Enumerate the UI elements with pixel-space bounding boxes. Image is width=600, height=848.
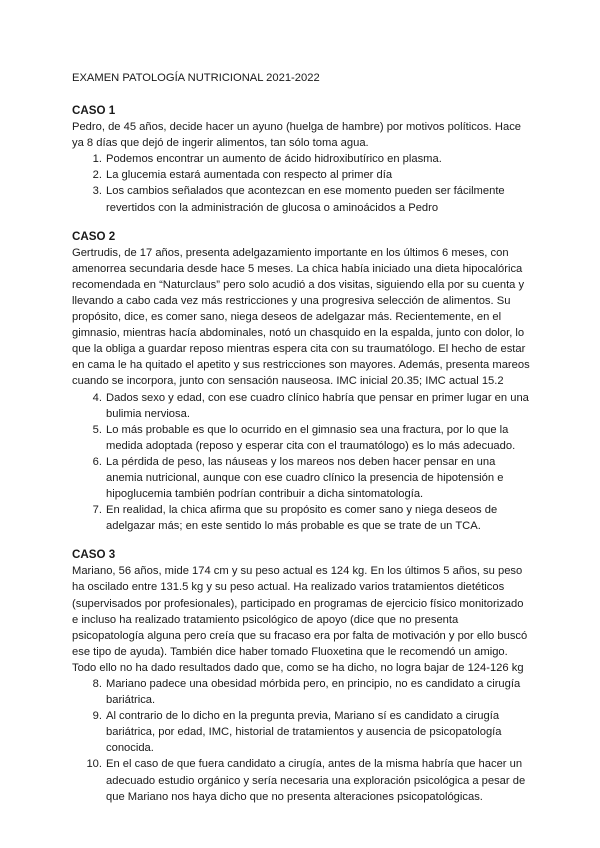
question-text: Dados sexo y edad, con ese cuadro clínico habría que pensar en primer lugar en una bulimia nerviosa. [106,391,529,420]
question-text: Podemos encontrar un aumento de ácido hidroxibutírico en plasma. [106,153,442,166]
question-list [72,676,530,805]
case-1 [72,103,530,216]
question-text: Los cambios señalados que acontezcan en ese momento pueden ser fácilmente revertidos con la administración de glucosa o aminoácidos a Pedro [106,185,505,214]
question-item [92,502,530,534]
question-item [92,151,530,167]
question-item [92,390,530,422]
question-text: Mariano padece una obesidad mórbida pero, en principio, no es candidato a cirugía bariátrica. [106,678,521,707]
case-heading: CASO 2 [72,229,116,243]
question-number: 4. [92,391,102,404]
question-text: En realidad, la chica afirma que su propósito es comer sano y niega deseos de adelgazar más; en este sentido lo más probable es que se trate de un TCA. [106,504,498,533]
case-3 [72,547,530,804]
case-description: Mariano, 56 años, mide 174 cm y su peso actual es 124 kg. En los últimos 5 años, su peso ha oscilado entre 131.5 kg y su peso actual. Ha realizado varios tratamientos dietéticos (supervisados por profesionales), participado en programas de ejercicio físico monitorizado e incluso ha realizado tratamiento psicológico de apoyo (dice que no presenta psicopatología alguna pero creía que su fracaso era por falta de motivación y por ello buscó ese tipo de ayuda). También dice haber tomado Fluoxetina que le recomendó un amigo. Todo ello no ha dado resultados dado que, como se ha dicho, no logra bajar de 124-126 kg [72,565,528,674]
question-text: En el caso de que fuera candidato a cirugía, antes de la misma habría que hacer un adecuado estudio orgánico y sería necesaria una exploración psicológica a pesar de que Mariano nos haya dicho que no presenta alteraciones psicopatológicas. [106,758,526,803]
question-number: 10. [86,758,102,771]
question-item [92,708,530,756]
question-number: 5. [92,423,102,436]
question-text: Lo más probable es que lo ocurrido en el gimnasio sea una fractura, por lo que la medida adoptada (reposo y esperar cita con el traumatólogo) es lo más adecuado. [106,423,516,452]
case-2 [72,229,530,535]
question-text: La glucemia estará aumentada con respecto al primer día [106,169,393,182]
question-number: 3. [92,185,102,198]
case-description: Pedro, de 45 años, decide hacer un ayuno (huelga de hambre) por motivos políticos. Hace ya 8 días que dejó de ingerir alimentos, tan sólo toma agua. [72,121,522,150]
question-number: 1. [92,153,102,166]
question-item [92,167,530,183]
question-list [72,390,530,535]
question-item [92,676,530,708]
document-page [72,70,530,805]
case-heading: CASO 1 [72,104,116,118]
case-heading: CASO 3 [72,548,116,562]
document-title: EXAMEN PATOLOGÍA NUTRICIONAL 2021-2022 [72,72,320,84]
question-number: 2. [92,169,102,182]
question-item [92,183,530,215]
question-number: 7. [92,504,102,517]
question-number: 6. [92,455,102,468]
question-text: La pérdida de peso, las náuseas y los mareos nos deben hacer pensar en una anemia nutricional, aunque con ese cuadro clínico la presencia de hipotensión e hipoglucemia también podrían contribuir a dicha sintomatología. [106,455,504,501]
question-text: Al contrario de lo dicho en la pregunta previa, Mariano sí es candidato a cirugía bariátrica, por edad, IMC, historial de tratamientos y ausencia de psicopatología conocida. [106,710,502,755]
question-item [92,454,530,502]
case-description: Gertrudis, de 17 años, presenta adelgazamiento importante en los últimos 6 meses, con amenorrea secundaria desde hace 5 meses. La chica había iniciado una dieta hipocalórica recomendada en “Naturclaus” pero solo acudió a dos visitas, siguiendo ella por su cuenta y llevando a cabo cada vez más restricciones y una progresiva selección de alimentos. Su propósito, dice, es comer sano, niega deseos de adelgazar más. Recientemente, en el gimnasio, mientras hacía abdominales, notó un chasquido en la espalda, junto con dolor, lo que la obliga a guardar reposo mientras espera cita con su traumatólogo. El hecho de estar en cama le ha quitado el apetito y sus restricciones son mayores. Además, presenta mareos cuando se incorpora, junto con sensación nauseosa. IMC inicial 20.35; IMC actual 15.2 [72,246,530,388]
question-list [72,151,530,215]
question-item [92,422,530,454]
question-number: 8. [92,678,102,690]
question-number: 9. [92,710,102,723]
question-item [86,756,530,804]
